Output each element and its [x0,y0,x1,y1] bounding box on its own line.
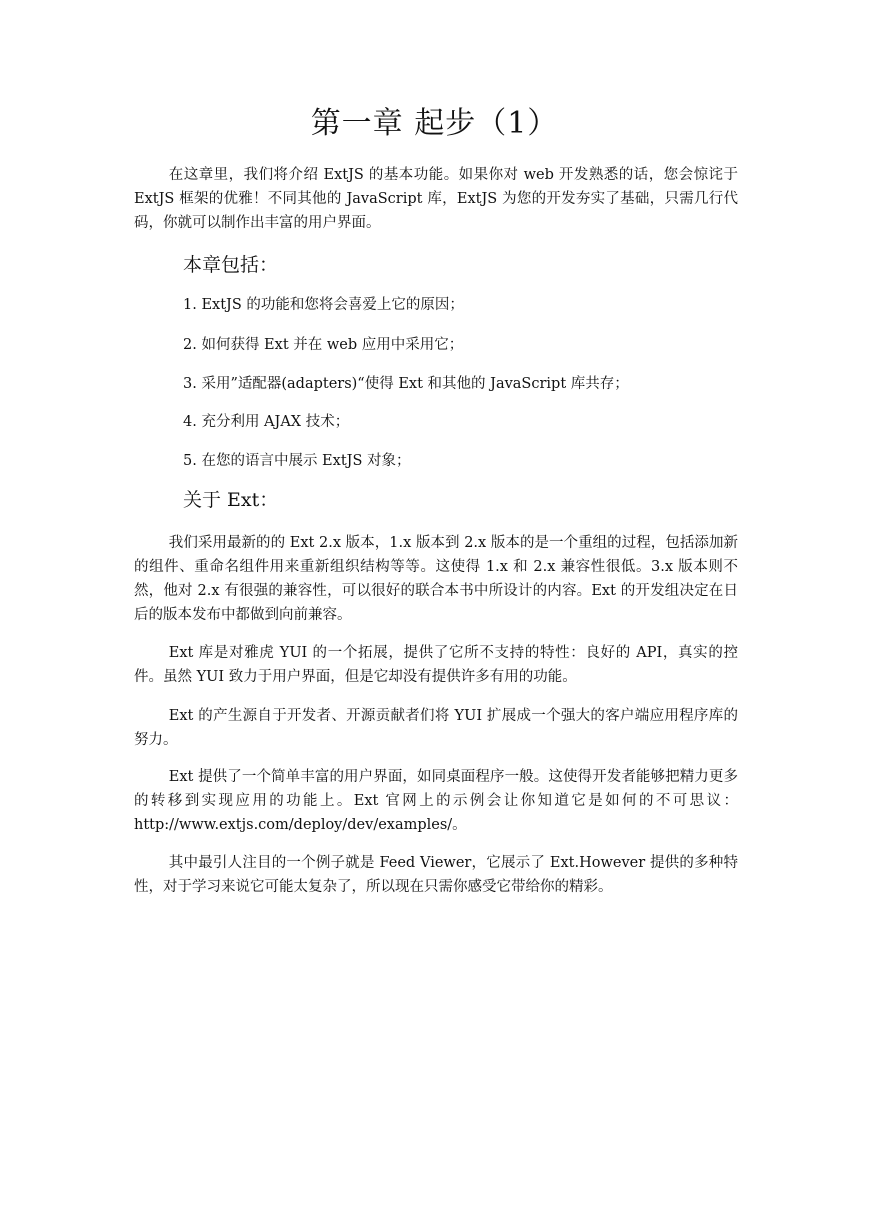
contents-heading: 本章包括： [183,254,279,276]
page-title: 第一章 起步（1） [310,106,559,141]
about-paragraph: 其中最引人注目的一个例子就是 Feed Viewer，它展示了 Ext.However 提供的多种特性，对于学习来说它可能太复杂了，所以现在只需你感受它带给你的精彩。 [134,855,738,895]
contents-item: 5. 在您的语言中展示 ExtJS 对象； [183,453,411,469]
about-heading: 关于 Ext： [183,489,279,511]
contents-item: 2. 如何获得 Ext 并在 web 应用中采用它； [183,337,464,353]
about-paragraph: 我们采用最新的的 Ext 2.x 版本，1.x 版本到 2.x 版本的是一个重组的过程，包括添加新的组件、重命名组件用来重新组织结构等等。这使得 1.x 和 2.x 兼容性很低。3.x 版本则不然，他对 2.x 有很强的兼容性，可以很好的联合本书中所设计的内容。Ext 的开发组决定在日后的版本发布中都做到向前兼容。 [134,535,738,623]
contents-item: 4. 充分利用 AJAX 技术； [183,414,350,430]
intro-paragraph: 在这章里，我们将介绍 ExtJS 的基本功能。如果你对 web 开发熟悉的话，您会惊诧于 ExtJS 框架的优雅！不同其他的 JavaScript 库，ExtJS 为您的开发夯实了基础，只需几行代码，你就可以制作出丰富的用户界面。 [134,167,738,231]
contents-item: 1. ExtJS 的功能和您将会喜爱上它的原因； [183,297,464,313]
about-paragraph: Ext 提供了一个简单丰富的用户界面，如同桌面程序一般。这使得开发者能够把精力更多的转移到实现应用的功能上。Ext 官网上的示例会让你知道它是如何的不可思议：http://www.extjs.com/deploy/dev/examples/。 [134,769,738,833]
about-paragraph: Ext 的产生源自于开发者、开源贡献者们将 YUI 扩展成一个强大的客户端应用程序库的努力。 [134,708,738,748]
contents-item: 3. 采用”适配器(adapters)“使得 Ext 和其他的 JavaScript 库共存； [183,376,629,392]
about-paragraph: Ext 库是对雅虎 YUI 的一个拓展，提供了它所不支持的特性：良好的 API，真实的控件。虽然 YUI 致力于用户界面，但是它却没有提供许多有用的功能。 [134,645,738,685]
